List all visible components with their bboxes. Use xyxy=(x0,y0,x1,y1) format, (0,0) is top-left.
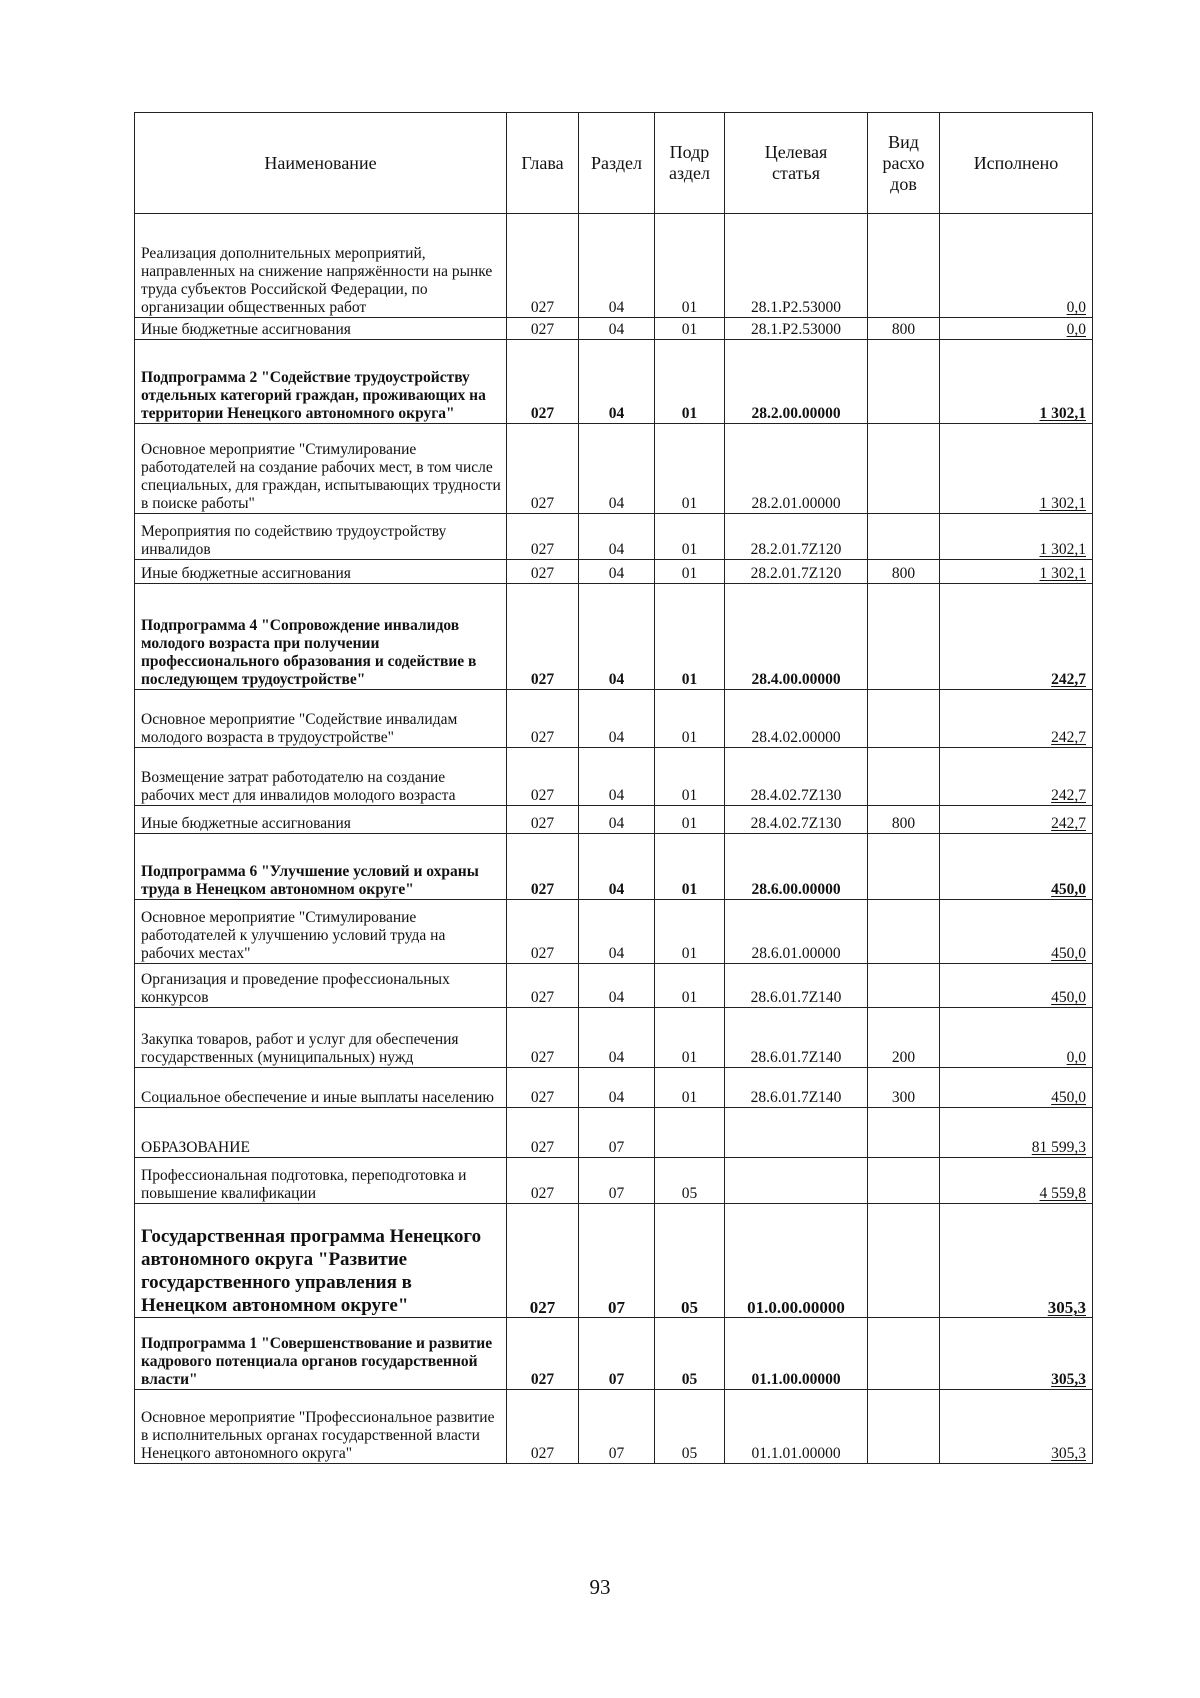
row-section-cell: 04 xyxy=(579,1068,655,1108)
row-target-cell: 01.1.00.00000 xyxy=(725,1318,868,1390)
row-section-cell: 04 xyxy=(579,318,655,340)
row-name-cell: Иные бюджетные ассигнования xyxy=(135,318,507,340)
table-row xyxy=(135,584,1093,690)
row-name-cell: Мероприятия по содействию трудоустройству инвалидов xyxy=(135,514,507,560)
header-name: Наименование xyxy=(135,113,507,214)
row-executed-cell: 450,0 xyxy=(940,1068,1093,1108)
row-expense-type-cell xyxy=(868,340,940,424)
row-name-cell: Основное мероприятие "Профессиональное развитие в исполнительных органах государственной власти Ненецкого автономного округа" xyxy=(135,1390,507,1464)
row-executed-cell: 450,0 xyxy=(940,964,1093,1008)
row-section-cell: 04 xyxy=(579,1008,655,1068)
row-target-cell xyxy=(725,1108,868,1158)
row-chapter-cell: 027 xyxy=(507,900,579,964)
row-subsection-cell: 01 xyxy=(655,340,725,424)
row-subsection-cell: 01 xyxy=(655,1008,725,1068)
row-subsection-cell: 01 xyxy=(655,424,725,514)
row-chapter-cell: 027 xyxy=(507,748,579,806)
table-row xyxy=(135,806,1093,834)
row-target-cell: 28.6.01.7Z140 xyxy=(725,964,868,1008)
row-target-cell: 28.4.02.00000 xyxy=(725,690,868,748)
row-subsection-cell: 01 xyxy=(655,214,725,318)
row-subsection-cell: 05 xyxy=(655,1204,725,1318)
row-subsection-cell: 01 xyxy=(655,834,725,900)
row-executed-cell: 305,3 xyxy=(940,1318,1093,1390)
table-row xyxy=(135,560,1093,584)
row-chapter-cell: 027 xyxy=(507,1108,579,1158)
row-name-cell: Закупка товаров, работ и услуг для обеспечения государственных (муниципальных) нужд xyxy=(135,1008,507,1068)
table-row xyxy=(135,340,1093,424)
row-name-cell: Социальное обеспечение и иные выплаты населению xyxy=(135,1068,507,1108)
row-name-cell: Основное мероприятие "Стимулирование работодателей на создание рабочих мест, в том числе специальных, для граждан, испытывающих трудности в поиске работы" xyxy=(135,424,507,514)
row-subsection-cell: 05 xyxy=(655,1318,725,1390)
row-name-cell: Государственная программа Ненецкого автономного округа "Развитие государственного управления в Ненецком автономном округе" xyxy=(135,1204,507,1318)
row-chapter-cell: 027 xyxy=(507,318,579,340)
row-subsection-cell: 01 xyxy=(655,514,725,560)
row-target-cell: 28.4.00.00000 xyxy=(725,584,868,690)
table-row xyxy=(135,1318,1093,1390)
row-chapter-cell: 027 xyxy=(507,424,579,514)
row-target-cell: 28.1.Р2.53000 xyxy=(725,318,868,340)
header-subsection: Подр аздел xyxy=(655,113,725,214)
row-chapter-cell: 027 xyxy=(507,560,579,584)
row-name-cell: Основное мероприятие "Содействие инвалидам молодого возраста в трудоустройстве" xyxy=(135,690,507,748)
row-executed-cell: 0,0 xyxy=(940,318,1093,340)
header-target: Целевая статья xyxy=(725,113,868,214)
row-target-cell: 01.1.01.00000 xyxy=(725,1390,868,1464)
row-expense-type-cell xyxy=(868,1390,940,1464)
table-row xyxy=(135,900,1093,964)
row-chapter-cell: 027 xyxy=(507,806,579,834)
row-section-cell: 04 xyxy=(579,748,655,806)
row-executed-cell: 305,3 xyxy=(940,1204,1093,1318)
row-expense-type-cell: 800 xyxy=(868,806,940,834)
table-row xyxy=(135,424,1093,514)
row-section-cell: 07 xyxy=(579,1390,655,1464)
row-executed-cell: 4 559,8 xyxy=(940,1158,1093,1204)
row-executed-cell: 450,0 xyxy=(940,834,1093,900)
row-expense-type-cell xyxy=(868,1108,940,1158)
row-executed-cell: 242,7 xyxy=(940,806,1093,834)
row-executed-cell: 0,0 xyxy=(940,1008,1093,1068)
row-section-cell: 04 xyxy=(579,690,655,748)
table-row xyxy=(135,1390,1093,1464)
table-row xyxy=(135,834,1093,900)
row-name-cell: Подпрограмма 2 "Содействие трудоустройству отдельных категорий граждан, проживающих на территории Ненецкого автономного округа" xyxy=(135,340,507,424)
row-expense-type-cell xyxy=(868,424,940,514)
row-name-cell: Реализация дополнительных мероприятий, направленных на снижение напряжённости на рынке труда субъектов Российской Федерации, по организации общественных работ xyxy=(135,214,507,318)
row-section-cell: 07 xyxy=(579,1108,655,1158)
row-subsection-cell: 01 xyxy=(655,806,725,834)
row-subsection-cell: 01 xyxy=(655,560,725,584)
row-subsection-cell: 01 xyxy=(655,748,725,806)
header-expense-type: Вид расхо дов xyxy=(868,113,940,214)
row-chapter-cell: 027 xyxy=(507,340,579,424)
row-section-cell: 07 xyxy=(579,1318,655,1390)
row-name-cell: Возмещение затрат работодателю на создание рабочих мест для инвалидов молодого возраста xyxy=(135,748,507,806)
row-subsection-cell: 05 xyxy=(655,1390,725,1464)
row-chapter-cell: 027 xyxy=(507,1390,579,1464)
row-target-cell: 28.4.02.7Z130 xyxy=(725,806,868,834)
row-name-cell: Подпрограмма 1 "Совершенствование и развитие кадрового потенциала органов государственной власти" xyxy=(135,1318,507,1390)
row-expense-type-cell: 300 xyxy=(868,1068,940,1108)
row-expense-type-cell xyxy=(868,584,940,690)
row-chapter-cell: 027 xyxy=(507,1318,579,1390)
row-executed-cell: 305,3 xyxy=(940,1390,1093,1464)
row-chapter-cell: 027 xyxy=(507,1204,579,1318)
row-expense-type-cell xyxy=(868,214,940,318)
header-section: Раздел xyxy=(579,113,655,214)
table-header-row xyxy=(135,113,1093,214)
row-chapter-cell: 027 xyxy=(507,964,579,1008)
row-subsection-cell: 01 xyxy=(655,964,725,1008)
row-expense-type-cell: 800 xyxy=(868,318,940,340)
row-chapter-cell: 027 xyxy=(507,214,579,318)
row-target-cell xyxy=(725,1158,868,1204)
row-executed-cell: 450,0 xyxy=(940,900,1093,964)
table-row xyxy=(135,214,1093,318)
row-executed-cell: 242,7 xyxy=(940,690,1093,748)
table-row xyxy=(135,1158,1093,1204)
row-subsection-cell: 05 xyxy=(655,1158,725,1204)
row-section-cell: 04 xyxy=(579,584,655,690)
row-name-cell: Подпрограмма 4 "Сопровождение инвалидов молодого возраста при получении профессионального образования и содействие в последующем трудоустройстве" xyxy=(135,584,507,690)
table-row xyxy=(135,318,1093,340)
row-name-cell: Иные бюджетные ассигнования xyxy=(135,560,507,584)
row-expense-type-cell xyxy=(868,1204,940,1318)
row-executed-cell: 81 599,3 xyxy=(940,1108,1093,1158)
row-section-cell: 07 xyxy=(579,1204,655,1318)
row-executed-cell: 1 302,1 xyxy=(940,514,1093,560)
table-row xyxy=(135,1204,1093,1318)
row-subsection-cell: 01 xyxy=(655,900,725,964)
row-section-cell: 04 xyxy=(579,964,655,1008)
row-target-cell: 01.0.00.00000 xyxy=(725,1204,868,1318)
table-row xyxy=(135,1108,1093,1158)
row-subsection-cell: 01 xyxy=(655,1068,725,1108)
row-section-cell: 04 xyxy=(579,424,655,514)
header-executed: Исполнено xyxy=(940,113,1093,214)
row-name-cell: Организация и проведение профессиональных конкурсов xyxy=(135,964,507,1008)
row-chapter-cell: 027 xyxy=(507,514,579,560)
row-target-cell: 28.2.01.7Z120 xyxy=(725,560,868,584)
row-subsection-cell xyxy=(655,1108,725,1158)
row-target-cell: 28.1.Р2.53000 xyxy=(725,214,868,318)
table-row xyxy=(135,1068,1093,1108)
row-chapter-cell: 027 xyxy=(507,584,579,690)
row-name-cell: Основное мероприятие "Стимулирование работодателей к улучшению условий труда на рабочих местах" xyxy=(135,900,507,964)
budget-table-sheet xyxy=(134,112,1092,1464)
budget-table xyxy=(134,112,1093,1464)
header-chapter: Глава xyxy=(507,113,579,214)
row-subsection-cell: 01 xyxy=(655,318,725,340)
row-target-cell: 28.2.01.00000 xyxy=(725,424,868,514)
row-target-cell: 28.2.00.00000 xyxy=(725,340,868,424)
row-target-cell: 28.6.01.7Z140 xyxy=(725,1008,868,1068)
row-section-cell: 07 xyxy=(579,1158,655,1204)
table-row xyxy=(135,1008,1093,1068)
row-chapter-cell: 027 xyxy=(507,834,579,900)
row-chapter-cell: 027 xyxy=(507,690,579,748)
row-expense-type-cell xyxy=(868,514,940,560)
row-expense-type-cell xyxy=(868,834,940,900)
page-number: 93 xyxy=(589,1575,611,1599)
row-expense-type-cell xyxy=(868,1158,940,1204)
table-row xyxy=(135,514,1093,560)
row-name-cell: Подпрограмма 6 "Улучшение условий и охраны труда в Ненецком автономном округе" xyxy=(135,834,507,900)
row-section-cell: 04 xyxy=(579,340,655,424)
row-executed-cell: 1 302,1 xyxy=(940,560,1093,584)
row-section-cell: 04 xyxy=(579,834,655,900)
row-expense-type-cell xyxy=(868,690,940,748)
row-executed-cell: 242,7 xyxy=(940,748,1093,806)
row-target-cell: 28.4.02.7Z130 xyxy=(725,748,868,806)
row-chapter-cell: 027 xyxy=(507,1158,579,1204)
row-section-cell: 04 xyxy=(579,900,655,964)
row-target-cell: 28.6.01.00000 xyxy=(725,900,868,964)
row-chapter-cell: 027 xyxy=(507,1008,579,1068)
row-section-cell: 04 xyxy=(579,806,655,834)
row-target-cell: 28.6.00.00000 xyxy=(725,834,868,900)
row-name-cell: ОБРАЗОВАНИЕ xyxy=(135,1108,507,1158)
row-executed-cell: 0,0 xyxy=(940,214,1093,318)
row-expense-type-cell xyxy=(868,964,940,1008)
row-section-cell: 04 xyxy=(579,560,655,584)
row-name-cell: Профессиональная подготовка, переподготовка и повышение квалификации xyxy=(135,1158,507,1204)
table-row xyxy=(135,690,1093,748)
table-row xyxy=(135,748,1093,806)
row-expense-type-cell xyxy=(868,900,940,964)
row-name-cell: Иные бюджетные ассигнования xyxy=(135,806,507,834)
row-section-cell: 04 xyxy=(579,514,655,560)
row-subsection-cell: 01 xyxy=(655,690,725,748)
row-executed-cell: 1 302,1 xyxy=(940,340,1093,424)
row-chapter-cell: 027 xyxy=(507,1068,579,1108)
row-subsection-cell: 01 xyxy=(655,584,725,690)
row-section-cell: 04 xyxy=(579,214,655,318)
row-expense-type-cell: 800 xyxy=(868,560,940,584)
row-expense-type-cell: 200 xyxy=(868,1008,940,1068)
row-expense-type-cell xyxy=(868,748,940,806)
row-target-cell: 28.6.01.7Z140 xyxy=(725,1068,868,1108)
row-expense-type-cell xyxy=(868,1318,940,1390)
row-target-cell: 28.2.01.7Z120 xyxy=(725,514,868,560)
table-row xyxy=(135,964,1093,1008)
row-executed-cell: 242,7 xyxy=(940,584,1093,690)
row-executed-cell: 1 302,1 xyxy=(940,424,1093,514)
